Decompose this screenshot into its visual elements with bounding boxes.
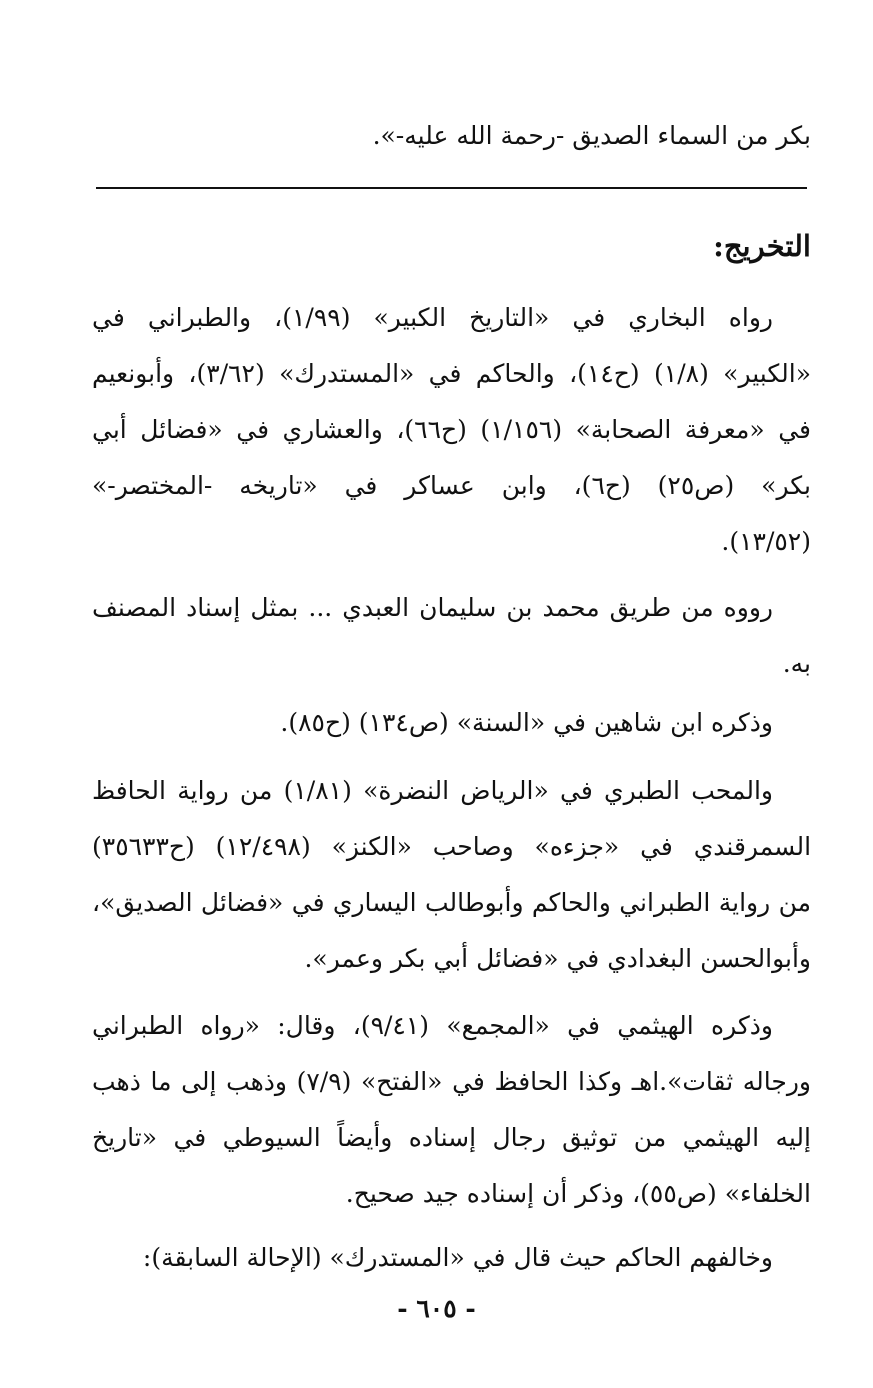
page-number: - ٦٠٥ - [397, 1294, 476, 1323]
text-line: وذكره الهيثمي في «المجمع» (٩/٤١)، وقال: «رواه الطبراني [92, 1011, 773, 1040]
continuation-line [92, 108, 811, 164]
text-line: في «معرفة الصحابة» (١/١٥٦) (ح٦٦)، والعشاري في «فضائل أبي [92, 415, 811, 444]
text-line: والمحب الطبري في «الرياض النضرة» (١/٨١) من رواية الحافظ [92, 776, 774, 805]
footnote-divider [96, 187, 807, 189]
heading-text: التخريج: [713, 229, 811, 263]
text-line: (١٣/٥٢). [721, 527, 811, 556]
text-line: بكر من السماء الصديق -رحمة الله عليه-». [372, 121, 811, 150]
text-line: وخالفهم الحاكم حيث قال في «المستدرك» (الإحالة السابقة): [142, 1243, 773, 1272]
text-line: رووه من طريق محمد بن سليمان العبدي ... بمثل إسناد المصنف [92, 593, 773, 622]
paragraph-5 [92, 998, 811, 1222]
text-line: الخلفاء» (ص٥٥)، وذكر أن إسناده جيد صحيح. [345, 1179, 811, 1208]
paragraph-2 [92, 580, 811, 692]
paragraph-3 [92, 695, 811, 751]
text-line: به. [782, 649, 811, 678]
text-line: رواه البخاري في «التاريخ الكبير» (١/٩٩)، والطبراني في [92, 303, 773, 332]
text-line: السمرقندي في «جزءه» وصاحب «الكنز» (١٢/٤٩٨) (ح٣٥٦٣٣) [92, 832, 811, 861]
text-line: من رواية الطبراني والحاكم وأبوطالب اليساري في «فضائل الصديق»، [92, 888, 811, 917]
text-line: ورجاله ثقات».اهـ وكذا الحافظ في «الفتح» (٧/٩) وذهب إلى ما ذهب [92, 1067, 811, 1096]
text-line: وأبوالحسن البغدادي في «فضائل أبي بكر وعمر». [304, 944, 811, 973]
text-line: إليه الهيثمي من توثيق رجال إسناده وأيضاً السيوطي في «تاريخ [92, 1123, 811, 1152]
text-line: «الكبير» (١/٨) (ح١٤)، والحاكم في «المستدرك» (٣/٦٢)، وأبونعيم [92, 359, 811, 388]
text-line: وذكره ابن شاهين في «السنة» (ص١٣٤) (ح٨٥). [280, 708, 773, 737]
paragraph-6 [92, 1230, 811, 1286]
section-heading [92, 218, 811, 274]
paragraph-4 [92, 763, 811, 987]
text-line: بكر» (ص٢٥) (ح٦)، وابن عساكر في «تاريخه -المختصر-» [92, 471, 811, 500]
paragraph-1 [92, 290, 811, 570]
